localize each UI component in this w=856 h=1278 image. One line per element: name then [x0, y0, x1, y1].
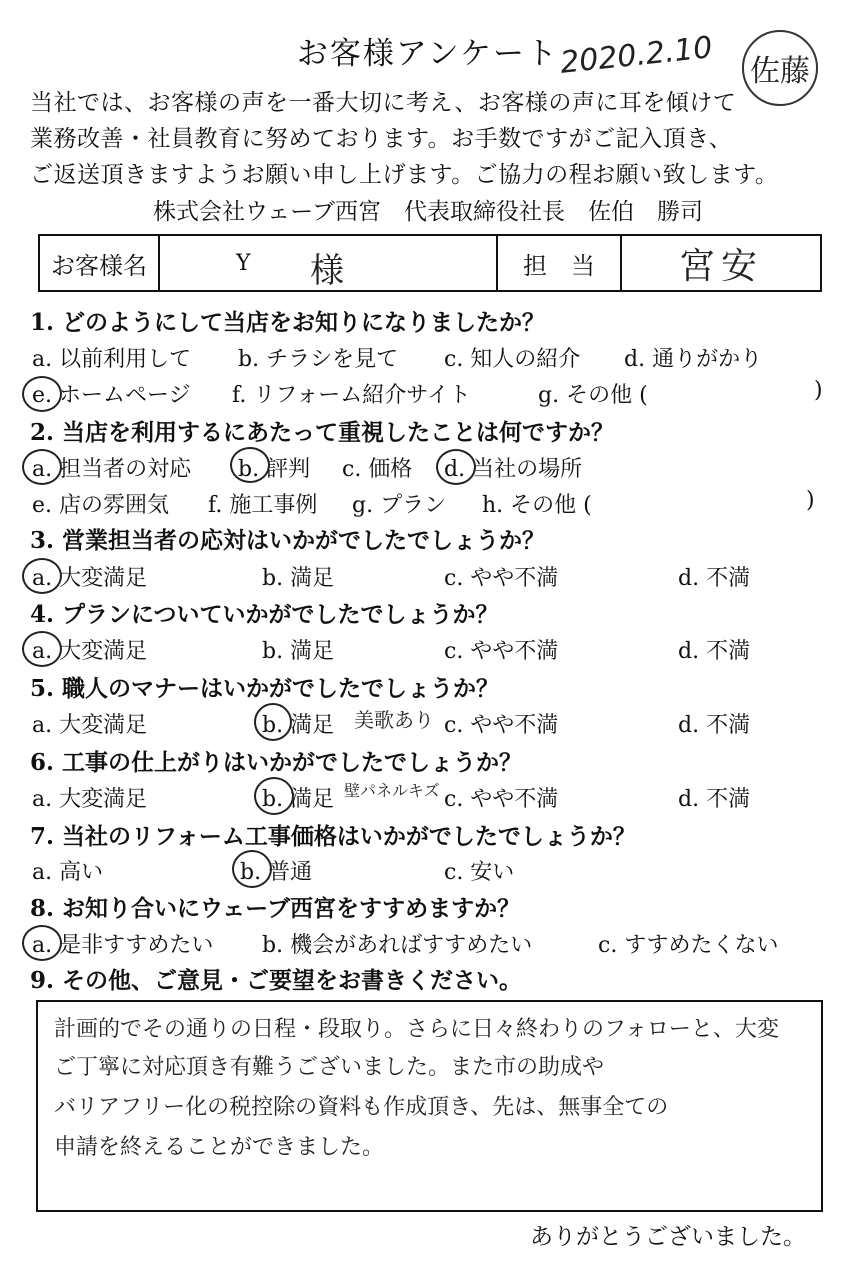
q6-option-d: d. 不満 [678, 787, 751, 812]
q5-option-c: c. やや不満 [444, 713, 559, 738]
q6-handwritten-note: 壁パネルキズ [344, 781, 440, 800]
q4-option-b: b. 満足 [262, 639, 335, 664]
q1-option-b: b. チラシを見て [238, 347, 399, 372]
q2-option-e: e. 店の雰囲気 [32, 493, 170, 518]
q1-paren-close: ) [814, 378, 823, 403]
answer-circle [230, 447, 270, 483]
answer-circle [22, 558, 62, 594]
seal-stamp: 佐藤 [742, 30, 818, 106]
q7-option-a: a. 高い [32, 860, 104, 885]
q4-option-d: d. 不満 [678, 639, 751, 664]
question-9: 9. その他、ご意見・ご要望をお書きください。 [30, 967, 523, 994]
q8-option-c: c. すすめたくない [598, 933, 779, 958]
q6-option-a: a. 大変満足 [32, 787, 148, 812]
q7-option-b: b. 普通 [240, 860, 313, 885]
q1-option-e: e. ホームページ [32, 383, 191, 408]
answer-circle [22, 631, 62, 667]
question-2: 2. 当店を利用するにあたって重視したことは何ですか？ [30, 419, 615, 446]
q2-option-c: c. 価格 [342, 457, 413, 482]
intro-line-2: 業務改善・社員教育に努めております。お手数ですがご記入頂き、 [30, 126, 733, 152]
q1-option-d: d. 通りがかり [624, 347, 763, 372]
staff-name: 宮安 [621, 235, 821, 291]
q7-option-c: c. 安い [444, 860, 515, 885]
company-signature: 株式会社ウェーブ西宮 代表取締役社長 佐伯 勝司 [153, 199, 703, 225]
comment-box-bottom-line [36, 1210, 823, 1212]
survey-title: お客様アンケート [296, 36, 560, 72]
staff-label: 担 当 [497, 235, 621, 291]
question-6: 6. 工事の仕上がりはいかがでしたでしょうか？ [30, 749, 523, 776]
q2-option-h: h. その他 ( [482, 493, 592, 518]
q2-option-a: a. 担当者の対応 [32, 457, 192, 482]
q5-option-a: a. 大変満足 [32, 713, 148, 738]
intro-line-1: 当社では、お客様の声を一番大切に考え、お客様の声に耳を傾けて [30, 90, 737, 116]
q8-option-b: b. 機会があればすすめたい [262, 933, 533, 958]
q6-option-b: b. 満足 [262, 787, 335, 812]
q5-option-b: b. 満足 [262, 713, 335, 738]
question-7: 7. 当社のリフォーム工事価格はいかがでしたでしょうか？ [30, 823, 636, 850]
q4-option-c: c. やや不満 [444, 639, 559, 664]
comment-line-4: 申請を終えることができました。 [54, 1135, 385, 1160]
answer-circle [232, 850, 272, 888]
q5-option-d: d. 不満 [678, 713, 751, 738]
q1-option-a: a. 以前利用して [32, 347, 192, 372]
question-8: 8. お知り合いにウェーブ西宮をすすめますか？ [30, 895, 521, 922]
question-1: 1. どのようにして当店をお知りになりましたか？ [30, 309, 546, 336]
q8-option-a: a. 是非すすめたい [32, 933, 214, 958]
answer-circle [22, 925, 62, 961]
question-3: 3. 営業担当者の応対はいかがでしたでしょうか？ [30, 527, 546, 554]
intro-line-3: ご返送頂きますようお願い申し上げます。ご協力の程お願い致します。 [30, 162, 779, 188]
customer-name-cell [159, 235, 497, 291]
question-4: 4. プランについていかがでしたでしょうか？ [30, 601, 499, 628]
answer-circle [22, 376, 62, 412]
question-5: 5. 職人のマナーはいかがでしたでしょうか？ [30, 675, 500, 702]
q2-option-d: d. 当社の場所 [444, 457, 583, 482]
q4-option-a: a. 大変満足 [32, 639, 148, 664]
q3-option-c: c. やや不満 [444, 566, 559, 591]
q5-handwritten-note: 美歌あり [354, 708, 434, 732]
q1-option-f: f. リフォーム紹介サイト [232, 383, 471, 408]
handwritten-date: 2020.2.10 [558, 30, 715, 81]
answer-circle [254, 777, 294, 815]
answer-circle [254, 703, 292, 741]
q3-option-a: a. 大変満足 [32, 566, 148, 591]
customer-info-table [38, 234, 822, 292]
answer-circle [436, 449, 476, 485]
answer-circle [22, 449, 62, 485]
customer-label: お客様名 [39, 235, 159, 291]
customer-name: Y [236, 251, 251, 276]
q2-paren-close: ) [806, 488, 815, 513]
comment-line-3: バリアフリー化の税控除の資料も作成頂き、先は、無事全ての [54, 1095, 669, 1120]
q1-option-c: c. 知人の紹介 [444, 347, 581, 372]
thank-you-text: ありがとうございました。 [530, 1224, 806, 1250]
comment-line-2: ご丁寧に対応頂き有難うございました。また市の助成や [54, 1055, 605, 1080]
q3-option-d: d. 不満 [678, 566, 751, 591]
q2-option-b: b. 評判 [238, 457, 311, 482]
comment-line-1: 計画的でその通りの日程・段取り。さらに日々終わりのフォローと、大変 [54, 1017, 779, 1042]
q6-option-c: c. やや不満 [444, 787, 559, 812]
q3-option-b: b. 満足 [262, 566, 335, 591]
customer-suffix: 様 [310, 251, 344, 291]
q2-option-f: f. 施工事例 [208, 493, 318, 518]
q2-option-g: g. プラン [352, 493, 447, 518]
q1-option-g: g. その他 ( [538, 383, 648, 408]
